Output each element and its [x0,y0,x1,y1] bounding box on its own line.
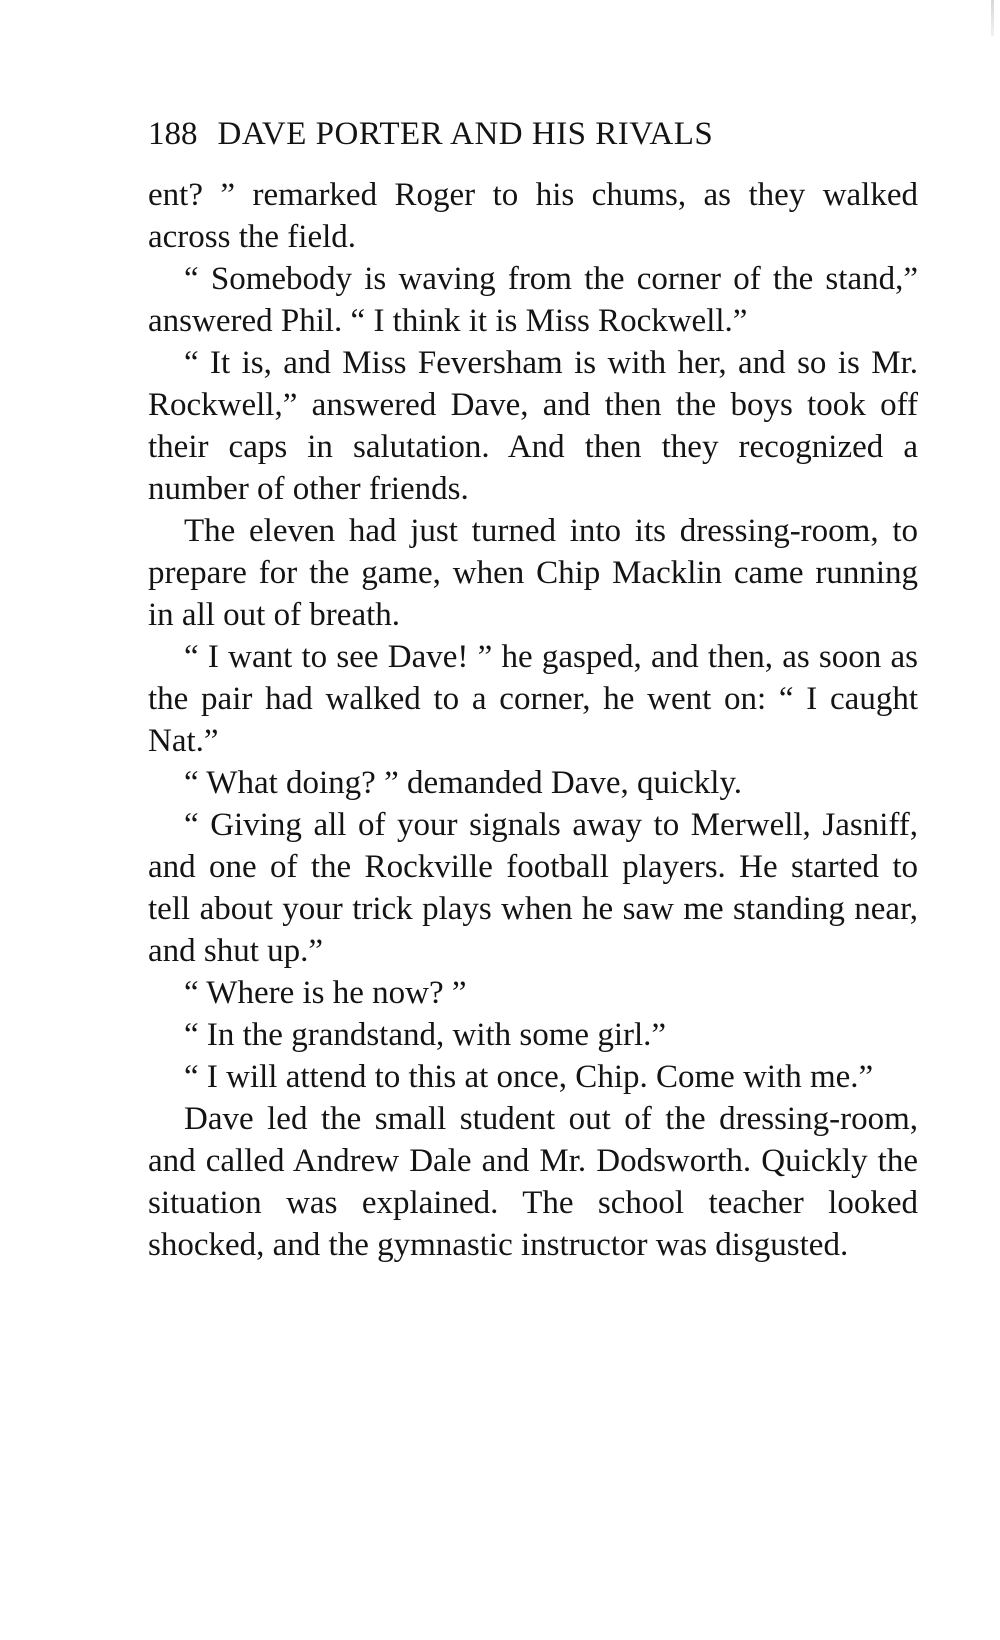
scan-edge-mark [991,0,994,36]
paragraph: “ In the grandstand, with some girl.” [184,1017,667,1053]
running-title: DAVE PORTER AND HIS RIVALS [217,116,714,152]
paragraph: ent? ” remarked Roger to his chums, as they walked across the field. [148,177,918,255]
running-header [148,112,918,156]
paragraph: The eleven had just turned into its dressing-room, to prepare for the game, when Chip Macklin came running in all out of breath. [148,513,918,633]
paragraph: “ Giving all of your signals away to Merwell, Jasniff, and one of the Rockville football players. He started to tell about your trick plays when he saw me standing near, and shut up.” [148,807,918,969]
paragraph: “ What doing? ” demanded Dave, quickly. [184,765,743,801]
body-text [148,174,918,1266]
paragraph: “ I want to see Dave! ” he gasped, and then, as soon as the pair had walked to a corner, he went on: “ I caught Nat.” [148,639,918,759]
paragraph: “ I will attend to this at once, Chip. Come with me.” [184,1059,874,1095]
paragraph: “ Where is he now? ” [184,975,467,1011]
page-number: 188 [148,116,198,152]
paragraph: Dave led the small student out of the dressing-room, and called Andrew Dale and Mr. Dodsworth. Quickly the situation was explained. The school teacher looked shocked, and the gymnastic instructor was disgusted. [148,1101,918,1263]
paragraph: “ It is, and Miss Feversham is with her, and so is Mr. Rockwell,” answered Dave, and then the boys took off their caps in salutation. And then they recognized a number of other friends. [148,345,918,507]
paragraph: “ Somebody is waving from the corner of the stand,” answered Phil. “ I think it is Miss Rockwell.” [148,261,918,339]
